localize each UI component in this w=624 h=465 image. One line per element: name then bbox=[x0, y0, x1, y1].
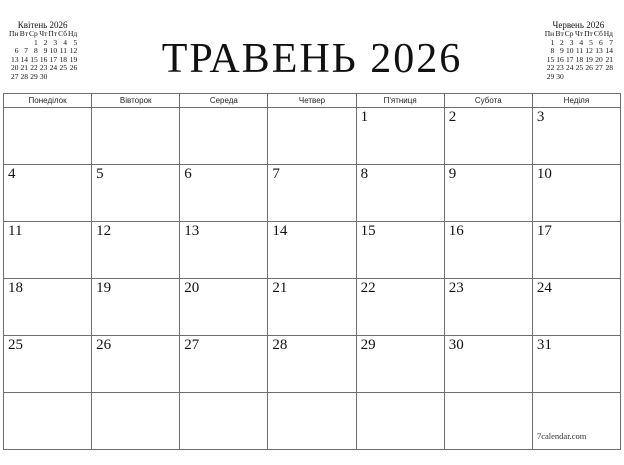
mini-day-cell: 21 bbox=[20, 63, 29, 73]
mini-day-cell: 3 bbox=[569, 37, 574, 47]
page-title: ТРАВЕНЬ 2026 bbox=[161, 36, 463, 82]
mini-day-cell: 19 bbox=[69, 54, 78, 64]
mini-day-cell: 9 bbox=[560, 46, 564, 56]
mini-day-cell: 20 bbox=[595, 54, 603, 64]
mini-day-cell: 25 bbox=[575, 63, 584, 73]
mini-day-cell: 28 bbox=[605, 63, 613, 73]
mini-day-cell: 24 bbox=[566, 63, 574, 73]
month-week-row bbox=[4, 336, 621, 393]
mini-day-cell: 22 bbox=[30, 63, 38, 73]
mini-day-cell: 21 bbox=[605, 54, 613, 64]
mini-day-cell: 29 bbox=[546, 71, 555, 81]
mini-calendar-prev-title: Квітень 2026 bbox=[17, 20, 68, 30]
mini-calendar-next-grid bbox=[544, 30, 613, 82]
day-cell: 14 bbox=[268, 222, 356, 279]
mini-day-cell: 14 bbox=[605, 46, 613, 56]
day-cell: 9 bbox=[444, 165, 532, 222]
day-cell bbox=[92, 108, 180, 165]
day-cell: 26 bbox=[92, 336, 180, 393]
mini-day-cell: 22 bbox=[546, 63, 555, 73]
mini-day-cell: 29 bbox=[30, 71, 38, 81]
day-cell: 31 bbox=[532, 336, 620, 393]
mini-day-cell: 26 bbox=[69, 63, 78, 73]
mini-day-cell: 14 bbox=[20, 54, 29, 64]
mini-day-cell: 6 bbox=[599, 37, 603, 47]
day-cell: 7 bbox=[268, 165, 356, 222]
mini-day-cell: 28 bbox=[20, 71, 29, 81]
mini-day-cell: 4 bbox=[579, 37, 584, 47]
mini-day-cell: 2 bbox=[43, 37, 48, 47]
day-cell: 6 bbox=[180, 165, 268, 222]
mini-day-cell: 25 bbox=[59, 63, 68, 73]
mini-day-cell: 16 bbox=[39, 54, 48, 64]
mini-weekday-label: Вт bbox=[555, 29, 564, 38]
day-cell: 19 bbox=[92, 279, 180, 336]
day-cell: 3 bbox=[532, 108, 620, 165]
day-cell: 29 bbox=[356, 336, 444, 393]
day-cell bbox=[268, 393, 356, 450]
mini-day-cell: 5 bbox=[73, 37, 78, 47]
day-cell: 8 bbox=[356, 165, 444, 222]
mini-day-cell: 7 bbox=[609, 37, 613, 47]
weekday-header: Неділя bbox=[532, 94, 620, 108]
mini-day-cell: 5 bbox=[589, 37, 593, 47]
day-cell: 12 bbox=[92, 222, 180, 279]
weekday-header: Субота bbox=[444, 94, 532, 108]
month-week-row bbox=[4, 393, 621, 450]
day-cell: 27 bbox=[180, 336, 268, 393]
mini-day-cell: 8 bbox=[34, 46, 38, 56]
mini-day-cell: 6 bbox=[14, 46, 19, 56]
mini-day-cell: 18 bbox=[575, 54, 584, 64]
mini-day-cell: 26 bbox=[585, 63, 593, 73]
day-cell: 30 bbox=[444, 336, 532, 393]
mini-day-cell: 11 bbox=[575, 46, 584, 56]
day-cell: 2 bbox=[444, 108, 532, 165]
mini-day-cell: 9 bbox=[43, 46, 48, 56]
mini-day-cell bbox=[583, 73, 593, 82]
day-cell bbox=[356, 393, 444, 450]
mini-day-cell: 1 bbox=[34, 37, 38, 47]
day-cell bbox=[268, 108, 356, 165]
mini-weekday-label: Вт bbox=[19, 29, 29, 38]
mini-day-cell: 2 bbox=[560, 37, 564, 47]
weekday-header: Понеділок bbox=[4, 94, 92, 108]
mini-day-cell: 8 bbox=[550, 46, 555, 56]
watermark-text: 7calendar.com bbox=[537, 431, 587, 441]
mini-week-row bbox=[544, 64, 613, 73]
mini-day-cell: 12 bbox=[69, 46, 78, 56]
month-week-row bbox=[4, 108, 621, 165]
mini-day-cell: 7 bbox=[24, 46, 29, 56]
mini-day-cell: 23 bbox=[39, 63, 48, 73]
day-cell: 22 bbox=[356, 279, 444, 336]
day-cell bbox=[92, 393, 180, 450]
mini-day-cell bbox=[603, 73, 613, 82]
mini-day-cell bbox=[574, 73, 584, 82]
mini-day-cell: 16 bbox=[556, 54, 564, 64]
mini-day-cell: 19 bbox=[585, 54, 593, 64]
mini-day-cell: 3 bbox=[53, 37, 58, 47]
day-cell bbox=[180, 393, 268, 450]
mini-weekday-label: Ср bbox=[29, 29, 38, 38]
mini-weekday-label: Сб bbox=[58, 29, 68, 38]
mini-day-cell: 30 bbox=[39, 71, 48, 81]
day-cell: 28 bbox=[268, 336, 356, 393]
day-cell bbox=[444, 393, 532, 450]
mini-day-cell: 17 bbox=[49, 54, 58, 64]
weekday-header: П'ятниця bbox=[356, 94, 444, 108]
mini-weekday-label: Чт bbox=[574, 29, 584, 38]
mini-day-cell: 23 bbox=[556, 63, 564, 73]
weekday-header: Четвер bbox=[268, 94, 356, 108]
mini-weekday-label: Нд bbox=[603, 29, 613, 38]
mini-day-cell: 20 bbox=[10, 63, 19, 73]
mini-day-cell: 4 bbox=[63, 37, 68, 47]
mini-day-cell: 15 bbox=[546, 54, 555, 64]
mini-day-cell: 11 bbox=[59, 46, 68, 56]
day-cell: 24 bbox=[532, 279, 620, 336]
month-week-row bbox=[4, 165, 621, 222]
weekday-header: Середа bbox=[180, 94, 268, 108]
mini-day-cell: 15 bbox=[30, 54, 38, 64]
mini-weekday-label: Чт bbox=[39, 29, 48, 38]
weekday-header: Вівторок bbox=[92, 94, 180, 108]
mini-week-row bbox=[544, 73, 613, 82]
mini-weekday-label: Сб bbox=[593, 29, 603, 38]
day-cell: 11 bbox=[4, 222, 92, 279]
day-cell bbox=[4, 393, 92, 450]
mini-day-cell: 17 bbox=[566, 54, 574, 64]
mini-day-cell bbox=[593, 73, 603, 82]
day-cell: 20 bbox=[180, 279, 268, 336]
day-cell: 25 bbox=[4, 336, 92, 393]
mini-day-cell: 1 bbox=[550, 37, 555, 47]
mini-weekday-label: Ср bbox=[564, 29, 574, 38]
mini-weekday-label: Нд bbox=[68, 29, 78, 38]
mini-day-cell: 27 bbox=[595, 63, 603, 73]
day-cell: 15 bbox=[356, 222, 444, 279]
mini-weekday-label: Пт bbox=[48, 29, 58, 38]
mini-weekday-label: Пн bbox=[544, 29, 555, 38]
day-cell: 1 bbox=[356, 108, 444, 165]
day-cell: 21 bbox=[268, 279, 356, 336]
month-week-row bbox=[4, 279, 621, 336]
mini-calendar-next-month bbox=[544, 20, 613, 82]
day-cell: 23 bbox=[444, 279, 532, 336]
mini-day-cell: 10 bbox=[49, 46, 58, 56]
day-cell: 4 bbox=[4, 165, 92, 222]
day-cell: 18 bbox=[4, 279, 92, 336]
month-week-row bbox=[4, 222, 621, 279]
month-grid bbox=[3, 93, 621, 450]
day-cell: 10 bbox=[532, 165, 620, 222]
day-cell: 13 bbox=[180, 222, 268, 279]
mini-weekday-label: Пн bbox=[9, 29, 19, 38]
month-grid-header-row bbox=[4, 94, 621, 108]
mini-day-cell: 13 bbox=[10, 54, 19, 64]
mini-day-cell: 18 bbox=[59, 54, 68, 64]
day-cell: 5 bbox=[92, 165, 180, 222]
mini-day-cell: 10 bbox=[566, 46, 574, 56]
mini-day-cell bbox=[564, 73, 574, 82]
mini-day-cell: 24 bbox=[49, 63, 58, 73]
mini-day-cell: 30 bbox=[556, 71, 564, 81]
day-cell: 17 bbox=[532, 222, 620, 279]
day-cell bbox=[180, 108, 268, 165]
mini-day-cell: 27 bbox=[10, 71, 19, 81]
day-cell bbox=[4, 108, 92, 165]
mini-day-cell: 13 bbox=[595, 46, 603, 56]
day-cell: 16 bbox=[444, 222, 532, 279]
mini-calendar-next-title: Червень 2026 bbox=[552, 20, 605, 30]
mini-day-cell: 12 bbox=[585, 46, 593, 56]
mini-weekday-label: Пт bbox=[584, 29, 593, 38]
